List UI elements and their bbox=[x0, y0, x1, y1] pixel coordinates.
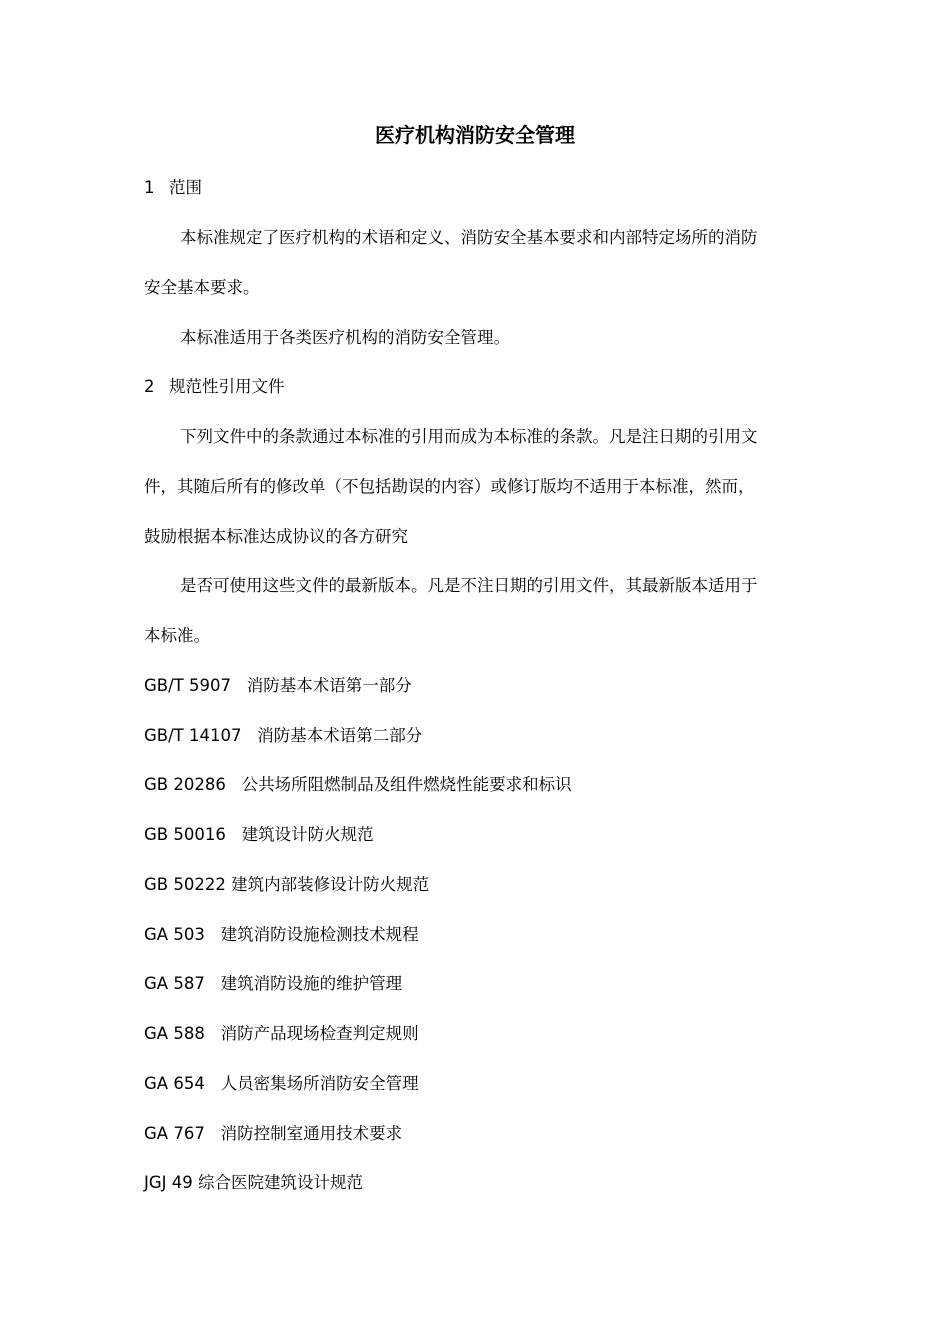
paragraph-line: 件，其随后所有的修改单（不包括勘误的内容）或修订版均不适用于本标准，然而， bbox=[144, 477, 755, 496]
document-title: 医疗机构消防安全管理 bbox=[375, 123, 575, 147]
paragraph-line: 是否可使用这些文件的最新版本。凡是不注日期的引用文件，其最新版本适用于 bbox=[180, 576, 758, 595]
section-number: 1 bbox=[144, 178, 155, 197]
reference-item: GB 50016 建筑设计防火规范 bbox=[144, 825, 374, 844]
reference-item: GB/T 5907 消防基本术语第一部分 bbox=[144, 676, 412, 695]
reference-item: GB 50222 建筑内部装修设计防火规范 bbox=[144, 875, 430, 894]
reference-item: JGJ 49 综合医院建筑设计规范 bbox=[144, 1173, 364, 1192]
section-1-heading bbox=[144, 176, 202, 200]
section-heading-text: 范围 bbox=[169, 178, 202, 197]
reference-item: GA 587 建筑消防设施的维护管理 bbox=[144, 974, 403, 993]
paragraph-line: 下列文件中的条款通过本标准的引用而成为本标准的条款。凡是注日期的引用文 bbox=[180, 427, 758, 446]
reference-item: GA 503 建筑消防设施检测技术规程 bbox=[144, 925, 419, 944]
section-heading-text: 规范性引用文件 bbox=[169, 377, 285, 396]
reference-item: GA 767 消防控制室通用技术要求 bbox=[144, 1124, 403, 1143]
paragraph-line: 本标准规定了医疗机构的术语和定义、消防安全基本要求和内部特定场所的消防 bbox=[180, 228, 758, 247]
paragraph-line: 本标准。 bbox=[144, 626, 210, 645]
paragraph-line: 安全基本要求。 bbox=[144, 278, 260, 297]
reference-item: GA 654 人员密集场所消防安全管理 bbox=[144, 1074, 419, 1093]
reference-item: GB/T 14107 消防基本术语第二部分 bbox=[144, 726, 423, 745]
reference-item: GB 20286 公共场所阻燃制品及组件燃烧性能要求和标识 bbox=[144, 775, 572, 794]
section-2-heading bbox=[144, 375, 285, 399]
paragraph-line: 鼓励根据本标准达成协议的各方研究 bbox=[144, 527, 408, 546]
paragraph-line: 本标准适用于各类医疗机构的消防安全管理。 bbox=[180, 328, 510, 347]
section-number: 2 bbox=[144, 377, 155, 396]
reference-item: GA 588 消防产品现场检查判定规则 bbox=[144, 1024, 419, 1043]
